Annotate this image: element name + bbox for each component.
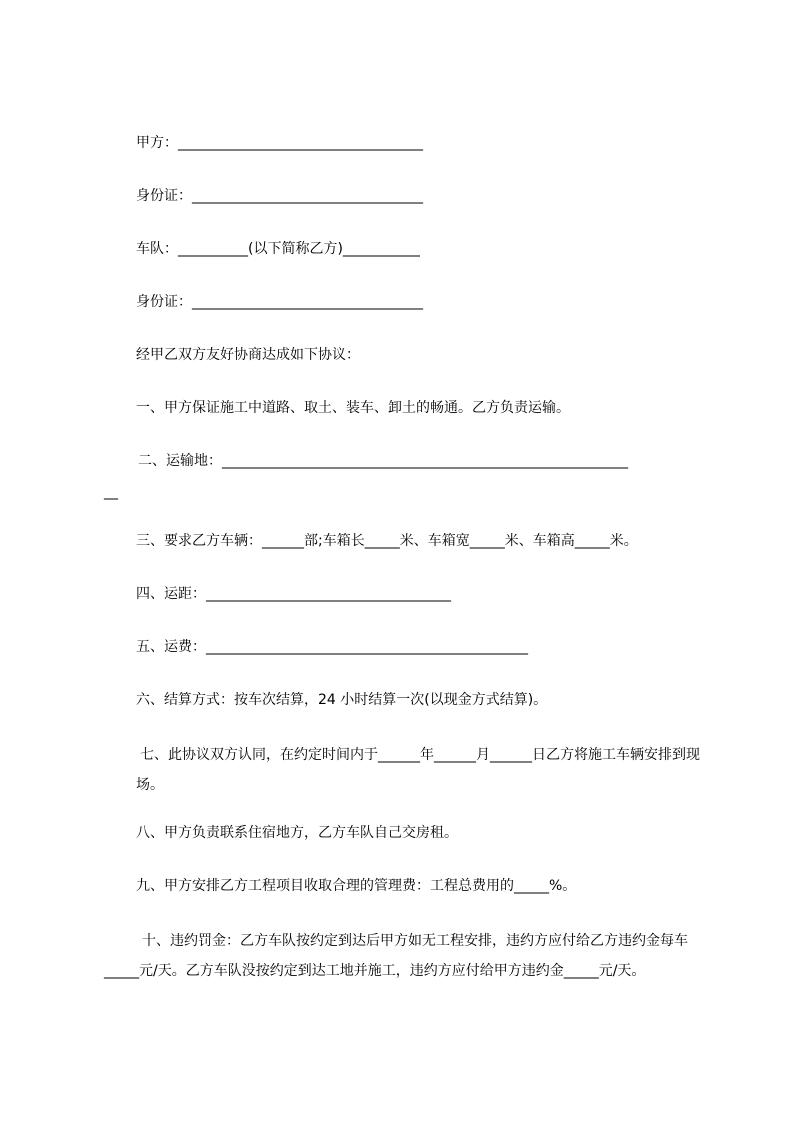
clause-9: 九、甲方安排乙方工程项目收取合理的管理费：工程总费用的_____%。 [136, 878, 577, 894]
clause-2-line-1: 二、运输地：__________________________________________________________ [138, 453, 628, 469]
clause-7: 七、此协议双方认同，在约定时间内于______年______月______日乙方将施工车辆安排到现场。 [136, 747, 700, 793]
clause-5: 五、运费：______________________________________________ [136, 639, 528, 655]
fleet-field: 车队：__________(以下简称乙方)___________ [136, 241, 420, 257]
party-a-field: 甲方：___________________________________ [136, 135, 423, 151]
party-a-id-field: 身份证：_________________________________ [136, 188, 423, 204]
preamble-text: 经甲乙双方友好协商达成如下协议： [136, 347, 360, 363]
clause-3: 三、要求乙方车辆：______部;车箱长_____米、车箱宽_____米、车箱高_____米。 [136, 533, 638, 549]
clause-8: 八、甲方负责联系住宿地方，乙方车队自己交房租。 [136, 825, 458, 841]
clause-4: 四、运距：___________________________________ [136, 586, 451, 602]
clause-2-line-2: __ [104, 484, 118, 500]
clause-6: 六、结算方式：按车次结算，24 小时结算一次(以现金方式结算)。 [136, 692, 548, 708]
party-b-id-field: 身份证：_________________________________ [136, 294, 423, 310]
clause-10: 十、违约罚金：乙方车队按约定到达后甲方如无工程安排，违约方应付给乙方违约金每车_____元/天。乙方车队没按约定到达工地并施工，违约方应付给甲方违约金_____元/天。 [104, 933, 688, 979]
clause-1: 一、甲方保证施工中道路、取土、装车、卸土的畅通。乙方负责运输。 [136, 400, 570, 416]
